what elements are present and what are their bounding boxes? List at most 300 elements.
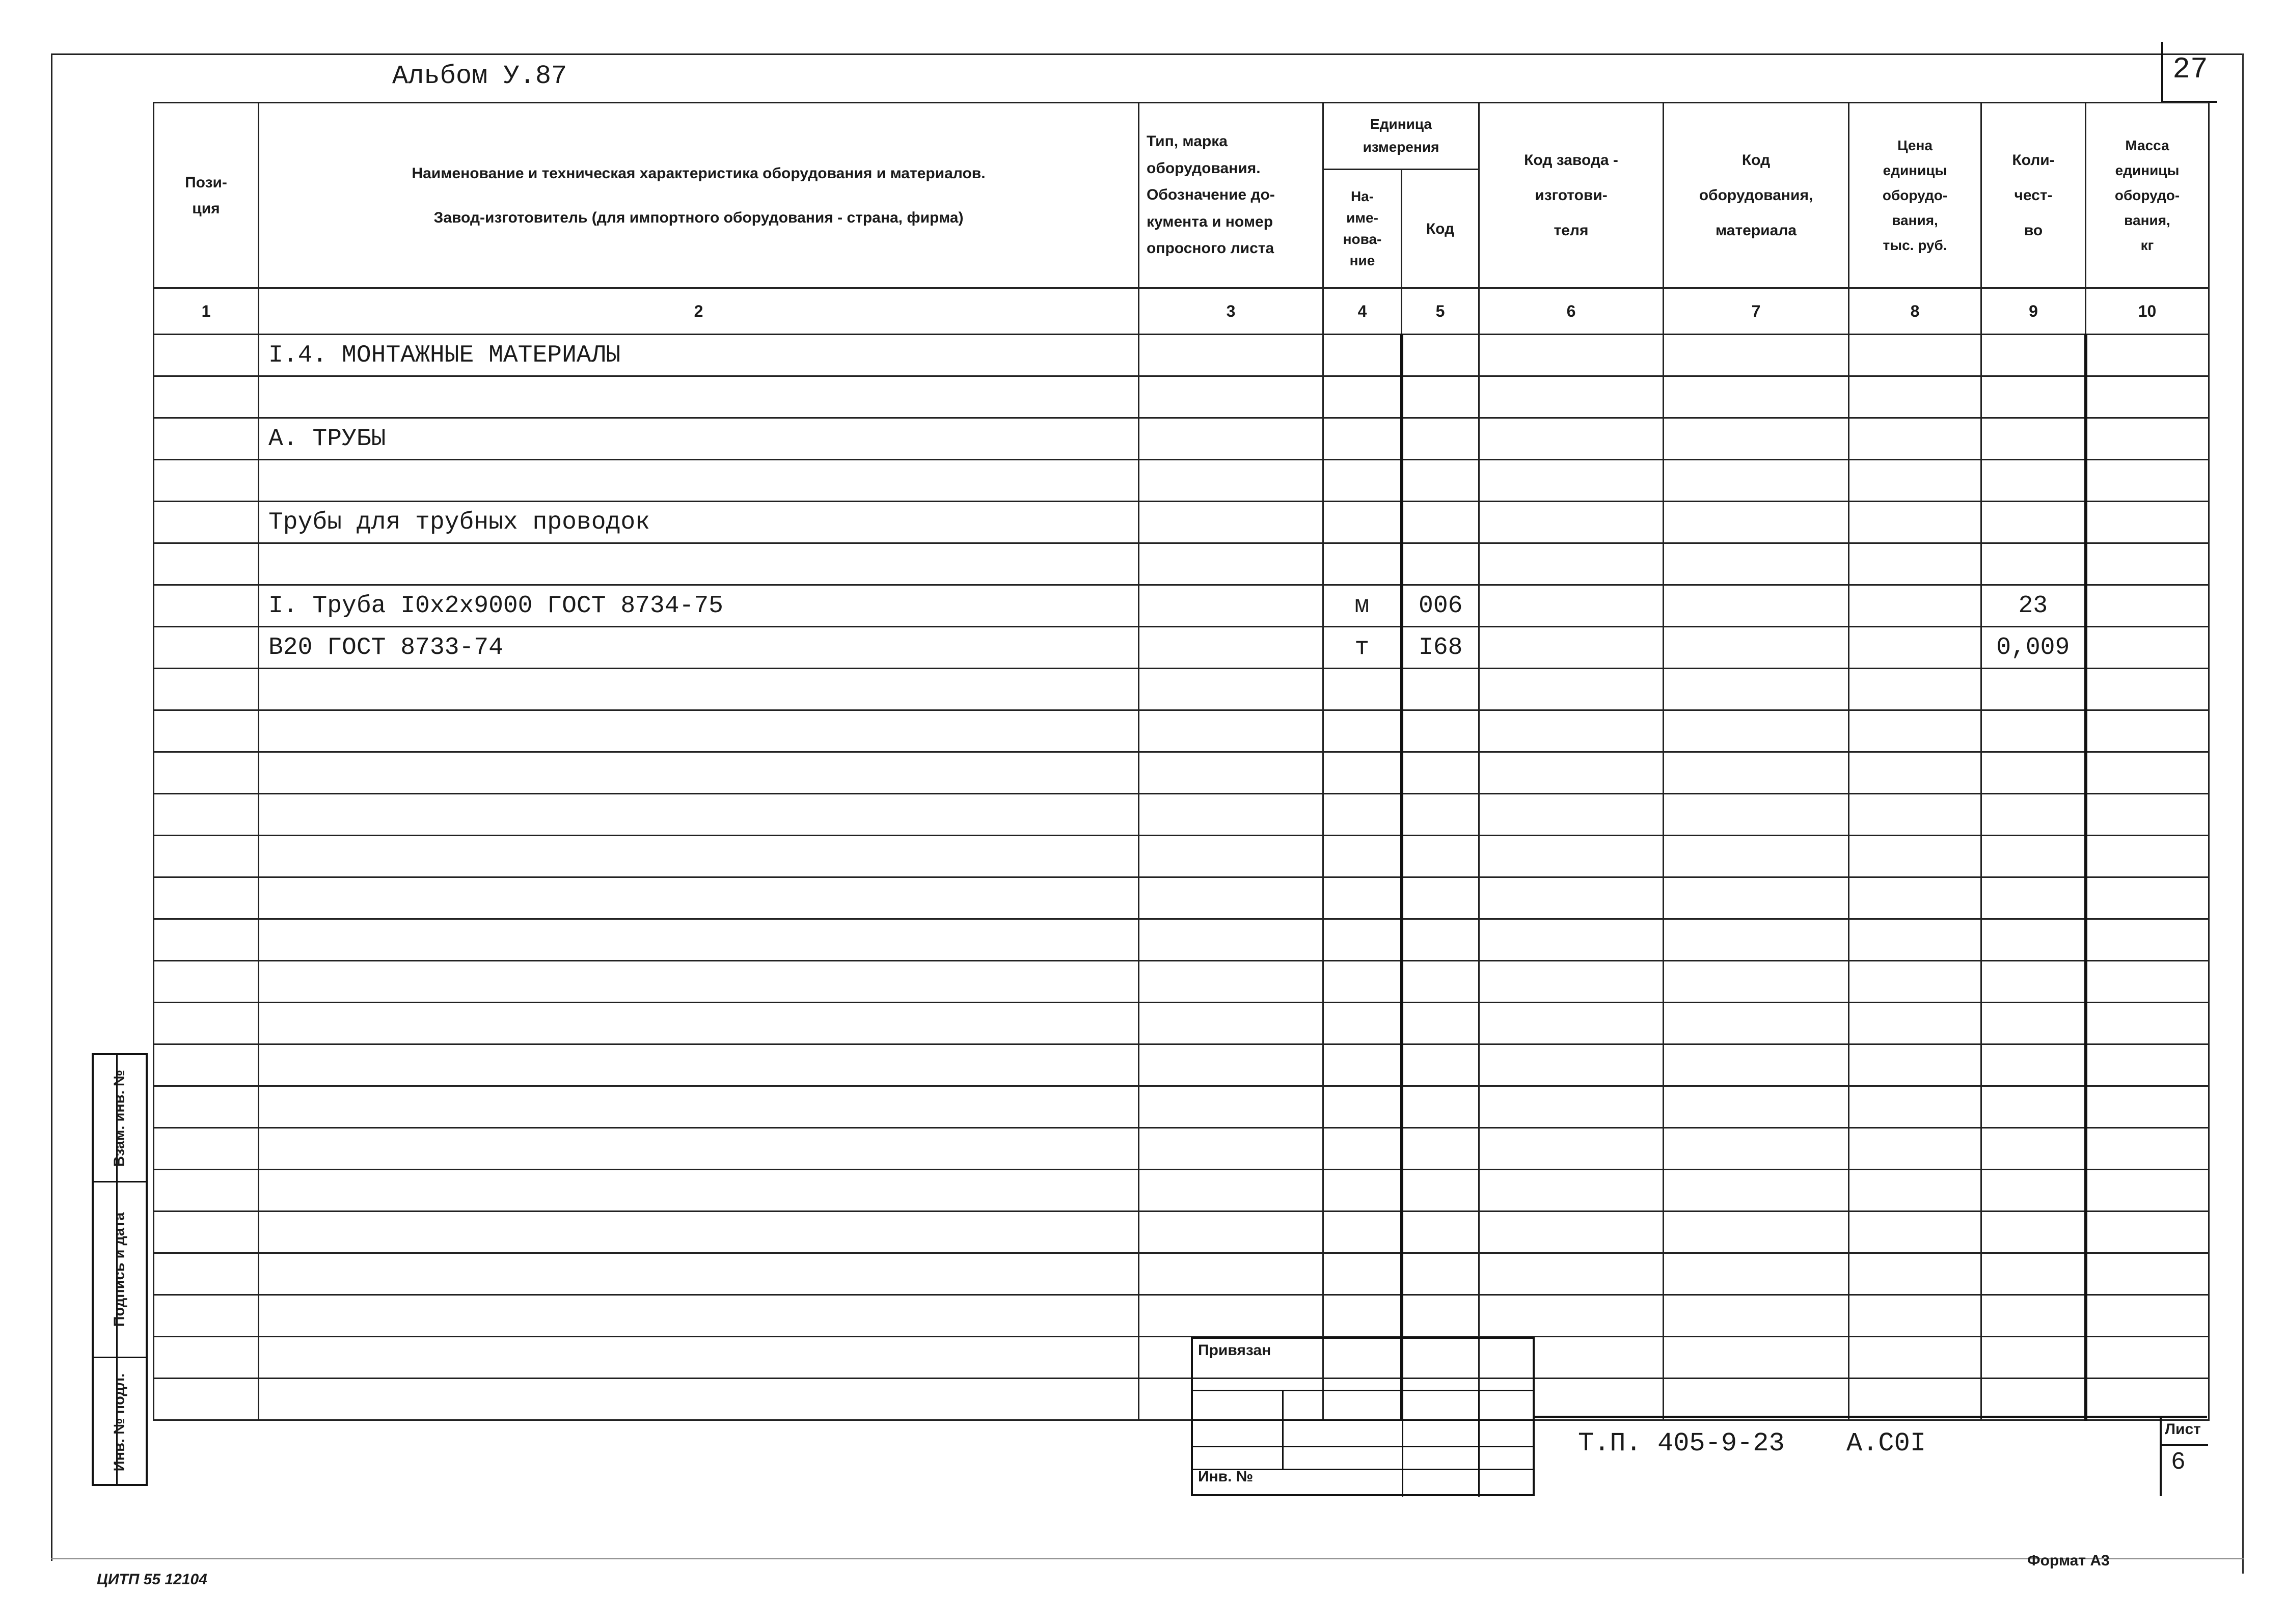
table-cell-col2 <box>259 877 1139 919</box>
table-cell-col2 <box>259 794 1139 836</box>
table-cell-col8 <box>1849 1086 1981 1128</box>
table-cell-col3 <box>1139 877 1323 919</box>
table-cell-col9 <box>1981 1044 2086 1086</box>
table-row <box>154 1003 2209 1044</box>
table-cell-col2 <box>259 1253 1139 1295</box>
table-cell-col3 <box>1139 919 1323 961</box>
table-cell-col4 <box>1323 460 1402 502</box>
header-mass: Масса единицы оборудо- вания, кг <box>2086 103 2209 288</box>
table-cell-col3 <box>1139 1003 1323 1044</box>
table-cell-col4: т <box>1323 627 1402 669</box>
table-cell-col9 <box>1981 836 2086 877</box>
table-row <box>154 1170 2209 1212</box>
table-cell-col3 <box>1139 836 1323 877</box>
stamp-vline <box>1402 1390 1403 1497</box>
side-cell-inv-zam <box>94 1055 146 1182</box>
table-cell-col6 <box>1479 1253 1664 1295</box>
column-number: 5 <box>1402 288 1479 335</box>
table-cell-col7 <box>1664 460 1849 502</box>
list-box-divider <box>2160 1444 2208 1446</box>
table-cell-col8 <box>1849 752 1981 794</box>
table-cell-col6 <box>1479 502 1664 543</box>
table-cell-col10 <box>2086 877 2209 919</box>
table-cell-col10 <box>2086 919 2209 961</box>
header-name: Наименование и техническая характеристика оборудования и материалов. Завод-изготовитель (для импортного оборудования - страна, фирма) <box>259 103 1139 288</box>
table-cell-col8 <box>1849 418 1981 460</box>
column-number: 1 <box>154 288 259 335</box>
header-unit-group: Единица измерения <box>1323 103 1479 170</box>
table-cell-col4: м <box>1323 585 1402 627</box>
table-cell-col8 <box>1849 1128 1981 1170</box>
table-cell-col3 <box>1139 1170 1323 1212</box>
table-cell-col9 <box>1981 335 2086 376</box>
table-cell-col8 <box>1849 585 1981 627</box>
table-cell-col4 <box>1323 836 1402 877</box>
table-cell-col8 <box>1849 877 1981 919</box>
table-row <box>154 1044 2209 1086</box>
table-cell-col8 <box>1849 1170 1981 1212</box>
table-cell-col6 <box>1479 335 1664 376</box>
column-number: 2 <box>259 288 1139 335</box>
header-manufacturer-code: Код завода - изготови- теля <box>1479 103 1664 288</box>
table-cell-col8 <box>1849 1003 1981 1044</box>
table-cell-col8 <box>1849 1295 1981 1337</box>
table-cell-col9 <box>1981 460 2086 502</box>
table-cell-col7 <box>1664 418 1849 460</box>
table-cell-col5 <box>1402 543 1479 585</box>
table-cell-col5 <box>1402 752 1479 794</box>
table-cell-col5 <box>1402 794 1479 836</box>
table-cell-col10 <box>2086 418 2209 460</box>
table-cell-col1 <box>154 1295 259 1337</box>
header-price: Цена единицы оборудо- вания, тыс. руб. <box>1849 103 1981 288</box>
table-cell-col3 <box>1139 794 1323 836</box>
table-cell-col6 <box>1479 1295 1664 1337</box>
table-cell-col6 <box>1479 418 1664 460</box>
table-cell-col4 <box>1323 919 1402 961</box>
specification-table <box>153 102 2208 1324</box>
table-row <box>154 877 2209 919</box>
table-cell-col7 <box>1664 543 1849 585</box>
table-cell-col1 <box>154 543 259 585</box>
table-cell-col5 <box>1402 1295 1479 1337</box>
column-number: 10 <box>2086 288 2209 335</box>
table-cell-col1 <box>154 1003 259 1044</box>
table-cell-col10 <box>2086 335 2209 376</box>
table-cell-col8 <box>1849 376 1981 418</box>
table-cell-col2: I.4. МОНТАЖНЫЕ МАТЕРИАЛЫ <box>259 335 1139 376</box>
side-label-inv-zam: Взам. инв. № <box>111 1069 128 1167</box>
table-cell-col2 <box>259 1044 1139 1086</box>
table-cell-col3 <box>1139 376 1323 418</box>
table-cell-col9 <box>1981 502 2086 543</box>
table-cell-col10 <box>2086 502 2209 543</box>
table-cell-col9: 0,009 <box>1981 627 2086 669</box>
table-cell-col8 <box>1849 710 1981 752</box>
table-cell-col9 <box>1981 877 2086 919</box>
table-row <box>154 1086 2209 1128</box>
table-cell-col1 <box>154 752 259 794</box>
table-cell-col1 <box>154 710 259 752</box>
table-cell-col1 <box>154 1170 259 1212</box>
table-cell-col3 <box>1139 1253 1323 1295</box>
table-cell-col9 <box>1981 1379 2086 1420</box>
table-cell-col2 <box>259 836 1139 877</box>
table-cell-col2 <box>259 669 1139 710</box>
table-cell-col6 <box>1479 1212 1664 1253</box>
table-cell-col6 <box>1479 1044 1664 1086</box>
table-cell-col2 <box>259 543 1139 585</box>
table-cell-col1 <box>154 877 259 919</box>
table-row <box>154 794 2209 836</box>
table-cell-col4 <box>1323 669 1402 710</box>
table-cell-col8 <box>1849 1337 1981 1379</box>
table-cell-col2: I. Труба I0х2х9000 ГОСТ 8734-75 <box>259 585 1139 627</box>
table-row <box>154 1212 2209 1253</box>
side-stamp <box>92 1053 148 1486</box>
table-row <box>154 1337 2209 1379</box>
table-cell-col10 <box>2086 669 2209 710</box>
table-cell-col4 <box>1323 1295 1402 1337</box>
stamp-vline <box>1282 1390 1284 1469</box>
table-cell-col7 <box>1664 627 1849 669</box>
table-row <box>154 836 2209 877</box>
table-cell-col5 <box>1402 877 1479 919</box>
table-cell-col7 <box>1664 1044 1849 1086</box>
table-cell-col6 <box>1479 669 1664 710</box>
table-cell-col9: 23 <box>1981 585 2086 627</box>
column-number: 7 <box>1664 288 1849 335</box>
corner-sheet-number: 27 <box>2172 53 2208 87</box>
table-cell-col3 <box>1139 460 1323 502</box>
table-row <box>154 1379 2209 1420</box>
table-cell-col3 <box>1139 1212 1323 1253</box>
table-cell-col9 <box>1981 543 2086 585</box>
table-cell-col8 <box>1849 1379 1981 1420</box>
side-label-signature: Подпись и дата <box>111 1212 128 1327</box>
table-cell-col6 <box>1479 752 1664 794</box>
table-row <box>154 1253 2209 1295</box>
table-cell-col1 <box>154 961 259 1003</box>
table-row <box>154 1128 2209 1170</box>
table-cell-col4 <box>1323 877 1402 919</box>
table-cell-col9 <box>1981 376 2086 418</box>
table-cell-col8 <box>1849 1253 1981 1295</box>
table-cell-col4 <box>1323 1044 1402 1086</box>
table-cell-col2 <box>259 710 1139 752</box>
table-cell-col2 <box>259 1003 1139 1044</box>
table-cell-col3 <box>1139 335 1323 376</box>
table-cell-col4 <box>1323 752 1402 794</box>
table-row <box>154 710 2209 752</box>
table-cell-col8 <box>1849 543 1981 585</box>
table-cell-col2 <box>259 1086 1139 1128</box>
document-sheet-code: А.С0I <box>1846 1428 1926 1458</box>
inv-no-label: Инв. № <box>1198 1468 1254 1485</box>
table-cell-col8 <box>1849 1044 1981 1086</box>
album-title: Альбом У.87 <box>392 61 567 91</box>
privyazan-label: Привязан <box>1198 1342 1271 1359</box>
table-cell-col2 <box>259 1212 1139 1253</box>
table-cell-col4 <box>1323 543 1402 585</box>
table-row <box>154 335 2209 376</box>
table-cell-col5 <box>1402 710 1479 752</box>
table-cell-col9 <box>1981 1253 2086 1295</box>
list-value: 6 <box>2171 1449 2186 1476</box>
table-cell-col1 <box>154 836 259 877</box>
table-cell-col9 <box>1981 1337 2086 1379</box>
table-cell-col1 <box>154 1086 259 1128</box>
table-cell-col7 <box>1664 1295 1849 1337</box>
table-cell-col3 <box>1139 1295 1323 1337</box>
table-cell-col9 <box>1981 919 2086 961</box>
table-cell-col8 <box>1849 627 1981 669</box>
column-number: 3 <box>1139 288 1323 335</box>
column-number-row <box>154 288 2209 335</box>
table-cell-col7 <box>1664 1212 1849 1253</box>
table-cell-col6 <box>1479 627 1664 669</box>
table-cell-col5 <box>1402 1253 1479 1295</box>
table-cell-col7 <box>1664 752 1849 794</box>
column-number: 8 <box>1849 288 1981 335</box>
table-cell-col6 <box>1479 1170 1664 1212</box>
table-cell-col7 <box>1664 1379 1849 1420</box>
column-number: 9 <box>1981 288 2086 335</box>
table-cell-col5 <box>1402 961 1479 1003</box>
table-cell-col7 <box>1664 585 1849 627</box>
table-cell-col5 <box>1402 418 1479 460</box>
table-cell-col7 <box>1664 836 1849 877</box>
table-cell-col10 <box>2086 1170 2209 1212</box>
table-row <box>154 418 2209 460</box>
table-cell-col5 <box>1402 1170 1479 1212</box>
table-cell-col4 <box>1323 1212 1402 1253</box>
table-cell-col1 <box>154 1379 259 1420</box>
table-cell-col6 <box>1479 877 1664 919</box>
table-cell-col9 <box>1981 1086 2086 1128</box>
table-cell-col9 <box>1981 752 2086 794</box>
table-cell-col10 <box>2086 1337 2209 1379</box>
table-cell-col8 <box>1849 502 1981 543</box>
table-cell-col7 <box>1664 710 1849 752</box>
table-cell-col3 <box>1139 961 1323 1003</box>
table-cell-col2 <box>259 460 1139 502</box>
table-row <box>154 919 2209 961</box>
stamp-line <box>1193 1446 1533 1447</box>
table-cell-col3 <box>1139 669 1323 710</box>
stamp-line <box>1193 1390 1533 1391</box>
column-number: 4 <box>1323 288 1402 335</box>
table-row <box>154 961 2209 1003</box>
table-cell-col6 <box>1479 1128 1664 1170</box>
table-cell-col6 <box>1479 919 1664 961</box>
table-cell-col6 <box>1479 585 1664 627</box>
table-row <box>154 502 2209 543</box>
table-cell-col1 <box>154 502 259 543</box>
header-position: Пози- ция <box>154 103 259 288</box>
table-cell-col1 <box>154 1128 259 1170</box>
table-row <box>154 460 2209 502</box>
table-cell-col2: В20 ГОСТ 8733-74 <box>259 627 1139 669</box>
table-cell-col7 <box>1664 794 1849 836</box>
table-cell-col3 <box>1139 710 1323 752</box>
table-cell-col4 <box>1323 1253 1402 1295</box>
table-cell-col6 <box>1479 460 1664 502</box>
table-cell-col1 <box>154 460 259 502</box>
table-cell-col2 <box>259 1337 1139 1379</box>
table-cell-col1 <box>154 627 259 669</box>
table-cell-col9 <box>1981 794 2086 836</box>
table-cell-col7 <box>1664 335 1849 376</box>
table-cell-col10 <box>2086 1295 2209 1337</box>
table-cell-col9 <box>1981 710 2086 752</box>
table-row <box>154 376 2209 418</box>
table-cell-col5 <box>1402 836 1479 877</box>
table-cell-col9 <box>1981 1170 2086 1212</box>
table-cell-col3 <box>1139 543 1323 585</box>
table-cell-col5 <box>1402 335 1479 376</box>
header-unit-name: На- име- нова- ние <box>1323 170 1402 288</box>
table-cell-col10 <box>2086 460 2209 502</box>
table-cell-col2 <box>259 919 1139 961</box>
table-cell-col2 <box>259 1170 1139 1212</box>
table-cell-col8 <box>1849 794 1981 836</box>
table-cell-col4 <box>1323 335 1402 376</box>
table-cell-col8 <box>1849 919 1981 961</box>
table-cell-col10 <box>2086 836 2209 877</box>
stamp-line <box>1193 1419 1533 1421</box>
table-cell-col8 <box>1849 1212 1981 1253</box>
table-cell-col10 <box>2086 710 2209 752</box>
table-cell-col1 <box>154 376 259 418</box>
table-cell-col7 <box>1664 1003 1849 1044</box>
table-cell-col2 <box>259 961 1139 1003</box>
table-cell-col3 <box>1139 752 1323 794</box>
table-cell-col6 <box>1479 961 1664 1003</box>
table-cell-col8 <box>1849 460 1981 502</box>
header-equipment-code: Код оборудования, материала <box>1664 103 1849 288</box>
format-label: Формат А3 <box>2027 1552 2110 1569</box>
table-cell-col4 <box>1323 1170 1402 1212</box>
table-cell-col1 <box>154 1044 259 1086</box>
header-type: Тип, марка оборудования. Обозначение до- кумента и номер опросного листа <box>1139 103 1323 288</box>
table-cell-col5 <box>1402 376 1479 418</box>
table-cell-col9 <box>1981 1295 2086 1337</box>
table-cell-col1 <box>154 919 259 961</box>
table-cell-col10 <box>2086 585 2209 627</box>
document-code: Т.П. 405-9-23 <box>1578 1428 1785 1458</box>
table-cell-col7 <box>1664 1337 1849 1379</box>
table-cell-col2 <box>259 1295 1139 1337</box>
table-cell-col5 <box>1402 1212 1479 1253</box>
table-cell-col2 <box>259 376 1139 418</box>
table-cell-col9 <box>1981 1003 2086 1044</box>
table-cell-col3 <box>1139 1128 1323 1170</box>
table-cell-col10 <box>2086 1253 2209 1295</box>
side-label-inv-podl: Инв. № подл. <box>111 1373 128 1471</box>
table-cell-col2 <box>259 1379 1139 1420</box>
table-cell-col4 <box>1323 1086 1402 1128</box>
table-cell-col7 <box>1664 669 1849 710</box>
side-cell-signature <box>94 1182 146 1358</box>
citp-code: ЦИТП 55 12104 <box>97 1571 207 1588</box>
table-cell-col4 <box>1323 502 1402 543</box>
table-cell-col6 <box>1479 794 1664 836</box>
table-cell-col3 <box>1139 627 1323 669</box>
side-cell-inv-podl <box>94 1358 146 1486</box>
table-cell-col10 <box>2086 1044 2209 1086</box>
table-cell-col1 <box>154 1337 259 1379</box>
table-cell-col5 <box>1402 460 1479 502</box>
table-cell-col2: А. ТРУБЫ <box>259 418 1139 460</box>
table-cell-col9 <box>1981 1212 2086 1253</box>
table-cell-col2: Трубы для трубных проводок <box>259 502 1139 543</box>
outer-frame-right-edge <box>2242 53 2244 1574</box>
table-row <box>154 627 2209 669</box>
table-cell-col9 <box>1981 961 2086 1003</box>
table-cell-col7 <box>1664 961 1849 1003</box>
table-cell-col10 <box>2086 961 2209 1003</box>
table-cell-col5 <box>1402 1044 1479 1086</box>
table-cell-col10 <box>2086 543 2209 585</box>
table-cell-col10 <box>2086 1212 2209 1253</box>
table-cell-col10 <box>2086 1379 2209 1420</box>
table-cell-col5: 006 <box>1402 585 1479 627</box>
table-cell-col5 <box>1402 1086 1479 1128</box>
table-cell-col3 <box>1139 418 1323 460</box>
table-cell-col6 <box>1479 1003 1664 1044</box>
table-cell-col7 <box>1664 1128 1849 1170</box>
table-cell-col1 <box>154 1212 259 1253</box>
table-cell-col5 <box>1402 1128 1479 1170</box>
table-cell-col1 <box>154 669 259 710</box>
table-cell-col4 <box>1323 961 1402 1003</box>
table-cell-col1 <box>154 335 259 376</box>
table-row <box>154 1295 2209 1337</box>
table-cell-col4 <box>1323 794 1402 836</box>
table-cell-col6 <box>1479 710 1664 752</box>
table-cell-col7 <box>1664 502 1849 543</box>
table-row <box>154 752 2209 794</box>
header-quantity: Коли- чест- во <box>1981 103 2086 288</box>
table-cell-col9 <box>1981 418 2086 460</box>
table-row <box>154 543 2209 585</box>
bottom-edge-line <box>51 1558 2244 1559</box>
table-cell-col4 <box>1323 1128 1402 1170</box>
table-cell-col3 <box>1139 1044 1323 1086</box>
table-cell-col10 <box>2086 376 2209 418</box>
table-cell-col3 <box>1139 502 1323 543</box>
table-cell-col2 <box>259 1128 1139 1170</box>
table-cell-col8 <box>1849 836 1981 877</box>
table-cell-col6 <box>1479 376 1664 418</box>
table-cell-col6 <box>1479 1086 1664 1128</box>
table-cell-col7 <box>1664 376 1849 418</box>
table-cell-col4 <box>1323 418 1402 460</box>
table-cell-col8 <box>1849 335 1981 376</box>
table-cell-col3 <box>1139 585 1323 627</box>
table-cell-col10 <box>2086 794 2209 836</box>
list-label: Лист <box>2165 1421 2201 1438</box>
table-cell-col5 <box>1402 919 1479 961</box>
table-cell-col4 <box>1323 1003 1402 1044</box>
table-cell-col7 <box>1664 1253 1849 1295</box>
stamp-vline <box>1478 1390 1480 1497</box>
table-cell-col2 <box>259 752 1139 794</box>
table-cell-col1 <box>154 585 259 627</box>
table-cell-col9 <box>1981 669 2086 710</box>
table-cell-col1 <box>154 418 259 460</box>
